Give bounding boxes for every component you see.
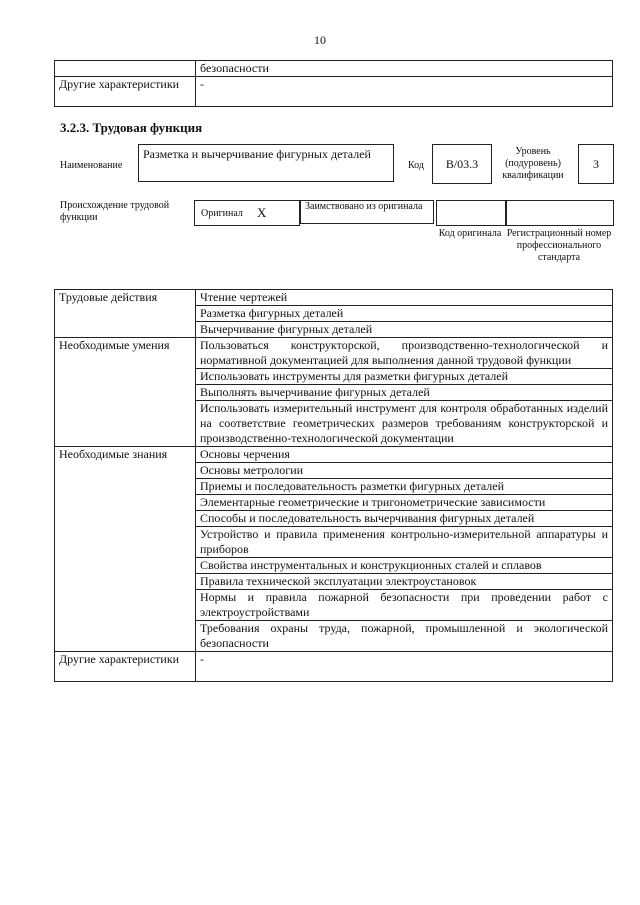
group-item: Использовать инструменты для разметки фигурных деталей: [196, 369, 613, 385]
group-item: Способы и последовательность вычерчивания фигурных деталей: [196, 511, 613, 527]
original-code-label: Код оригинала: [438, 228, 502, 239]
level-label: Уровень (подуровень) квалификации: [502, 146, 564, 181]
reg-number-box: [506, 200, 614, 226]
group-item: Пользоваться конструкторской, производственно-технологической и нормативной документацией для выполнения данной трудовой функции: [196, 338, 613, 369]
group-item: Свойства инструментальных и конструкционных сталей и сплавов: [196, 558, 613, 574]
top-table-value: безопасности: [196, 61, 613, 77]
group-item: Устройство и правила применения контрольно-измерительной аппаратуры и приборов: [196, 527, 613, 558]
section-title: 3.2.3. Трудовая функция: [60, 120, 203, 135]
table-row: [55, 290, 613, 306]
original-box: [194, 200, 300, 226]
group-item: Чтение чертежей: [196, 290, 613, 306]
name-value: Разметка и вычерчивание фигурных деталей: [138, 144, 394, 182]
group-label: Необходимые умения: [55, 338, 196, 447]
group-item: Нормы и правила пожарной безопасности при проведении работ с электроустройствами: [196, 590, 613, 621]
code-value: B/03.3: [432, 144, 492, 184]
group-item: Приемы и последовательность разметки фигурных деталей: [196, 479, 613, 495]
top-table-label: Другие характеристики: [55, 77, 196, 107]
group-item: Требования охраны труда, пожарной, промышленной и экологической безопасности: [196, 621, 613, 652]
original-code-box: [436, 200, 506, 226]
name-label: Наименование: [60, 160, 123, 171]
group-item: Использовать измерительный инструмент для контроля обработанных изделий на соответствие геометрических размеров требованиям конструкторской и производственно-технологической документации: [196, 401, 613, 447]
group-item: -: [196, 652, 613, 682]
group-label: Трудовые действия: [55, 290, 196, 338]
group-item: Правила технической эксплуатации электроустановок: [196, 574, 613, 590]
group-item: Разметка фигурных деталей: [196, 306, 613, 322]
group-item: Вычерчивание фигурных деталей: [196, 322, 613, 338]
reg-number-label: Регистрационный номер профессионального стандарта: [506, 228, 612, 263]
table-row: [55, 652, 613, 682]
original-label: Оригинал: [201, 208, 243, 219]
group-item: Элементарные геометрические и тригонометрические зависимости: [196, 495, 613, 511]
top-table-label-empty: [55, 61, 196, 77]
top-table-value: -: [196, 77, 613, 107]
level-value: 3: [578, 144, 614, 184]
page-number: 10: [314, 33, 326, 47]
original-mark: X: [257, 205, 267, 220]
group-item: Основы черчения: [196, 447, 613, 463]
group-label: Необходимые знания: [55, 447, 196, 652]
group-item: Основы метрологии: [196, 463, 613, 479]
top-table: [54, 60, 613, 107]
borrowed-label: Заимствовано из оригинала: [300, 200, 434, 224]
table-row: [55, 447, 613, 463]
code-label: Код: [408, 160, 424, 171]
table-row: [55, 338, 613, 369]
group-item: Выполнять вычерчивание фигурных деталей: [196, 385, 613, 401]
origin-label: Происхождение трудовой функции: [60, 200, 170, 223]
group-label: Другие характеристики: [55, 652, 196, 682]
main-table: [54, 289, 613, 682]
